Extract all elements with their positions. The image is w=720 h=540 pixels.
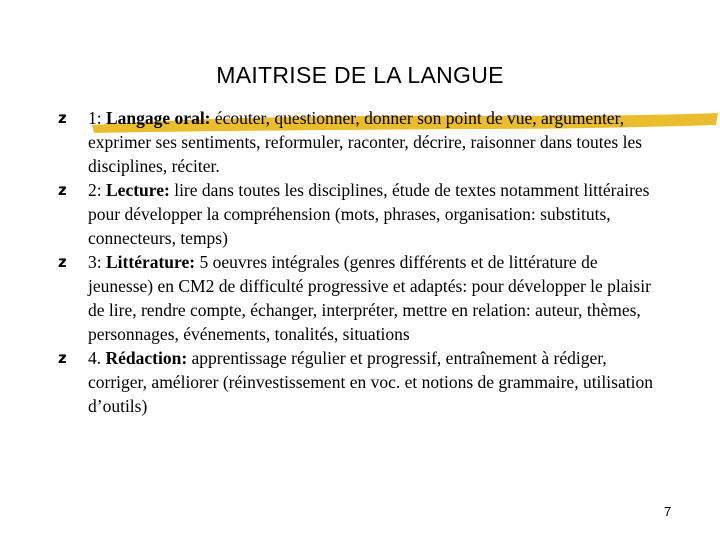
bullet-text <box>88 252 651 344</box>
slide-title: MAITRISE DE LA LANGUE <box>216 62 504 88</box>
bullet-list <box>58 106 658 418</box>
page-number: 7 <box>664 504 672 519</box>
bullet-text <box>88 180 650 248</box>
bullet-text <box>88 108 642 176</box>
item-body: écouter, questionner, donner son point de vue, argumenter, exprimer ses sentiments, reformuler, raconter, décrire, raisonner dans toutes les disciplines, réciter. <box>88 108 643 176</box>
list-item <box>58 250 658 346</box>
item-heading: Langage oral: <box>106 108 211 128</box>
item-prefix: 4. <box>88 348 106 368</box>
item-body: 5 oeuvres intégrales (genres différents et de littérature de jeunesse) en CM2 de difficulté progressive et adaptés: pour développer le plaisir de lire, rendre compte, échanger, interpréter, mettre en relation: auteur, thèmes, personnages, événements, tonalités, situations <box>88 252 651 344</box>
item-body: lire dans toutes les disciplines, étude de textes notamment littéraires pour développer la compréhension (mots, phrases, organisation: substituts, connecteurs, temps) <box>88 180 650 248</box>
item-heading: Rédaction: <box>105 348 188 368</box>
item-prefix: 3: <box>88 252 106 272</box>
list-item <box>58 106 658 178</box>
list-item <box>58 346 658 418</box>
bullet-icon: z <box>58 349 67 367</box>
item-prefix: 2: <box>88 180 106 200</box>
item-heading: Littérature: <box>106 252 196 272</box>
item-heading: Lecture: <box>106 180 170 200</box>
bullet-icon: z <box>58 253 67 271</box>
item-prefix: 1: <box>88 108 106 128</box>
bullet-text <box>88 348 653 416</box>
list-item <box>58 178 658 250</box>
bullet-icon: z <box>58 181 67 199</box>
item-body: apprentissage régulier et progressif, entraînement à rédiger, corriger, améliorer (réinvestissement en voc. et notions de grammaire, utilisation d’outils) <box>88 348 653 416</box>
bullet-icon: z <box>58 109 67 127</box>
